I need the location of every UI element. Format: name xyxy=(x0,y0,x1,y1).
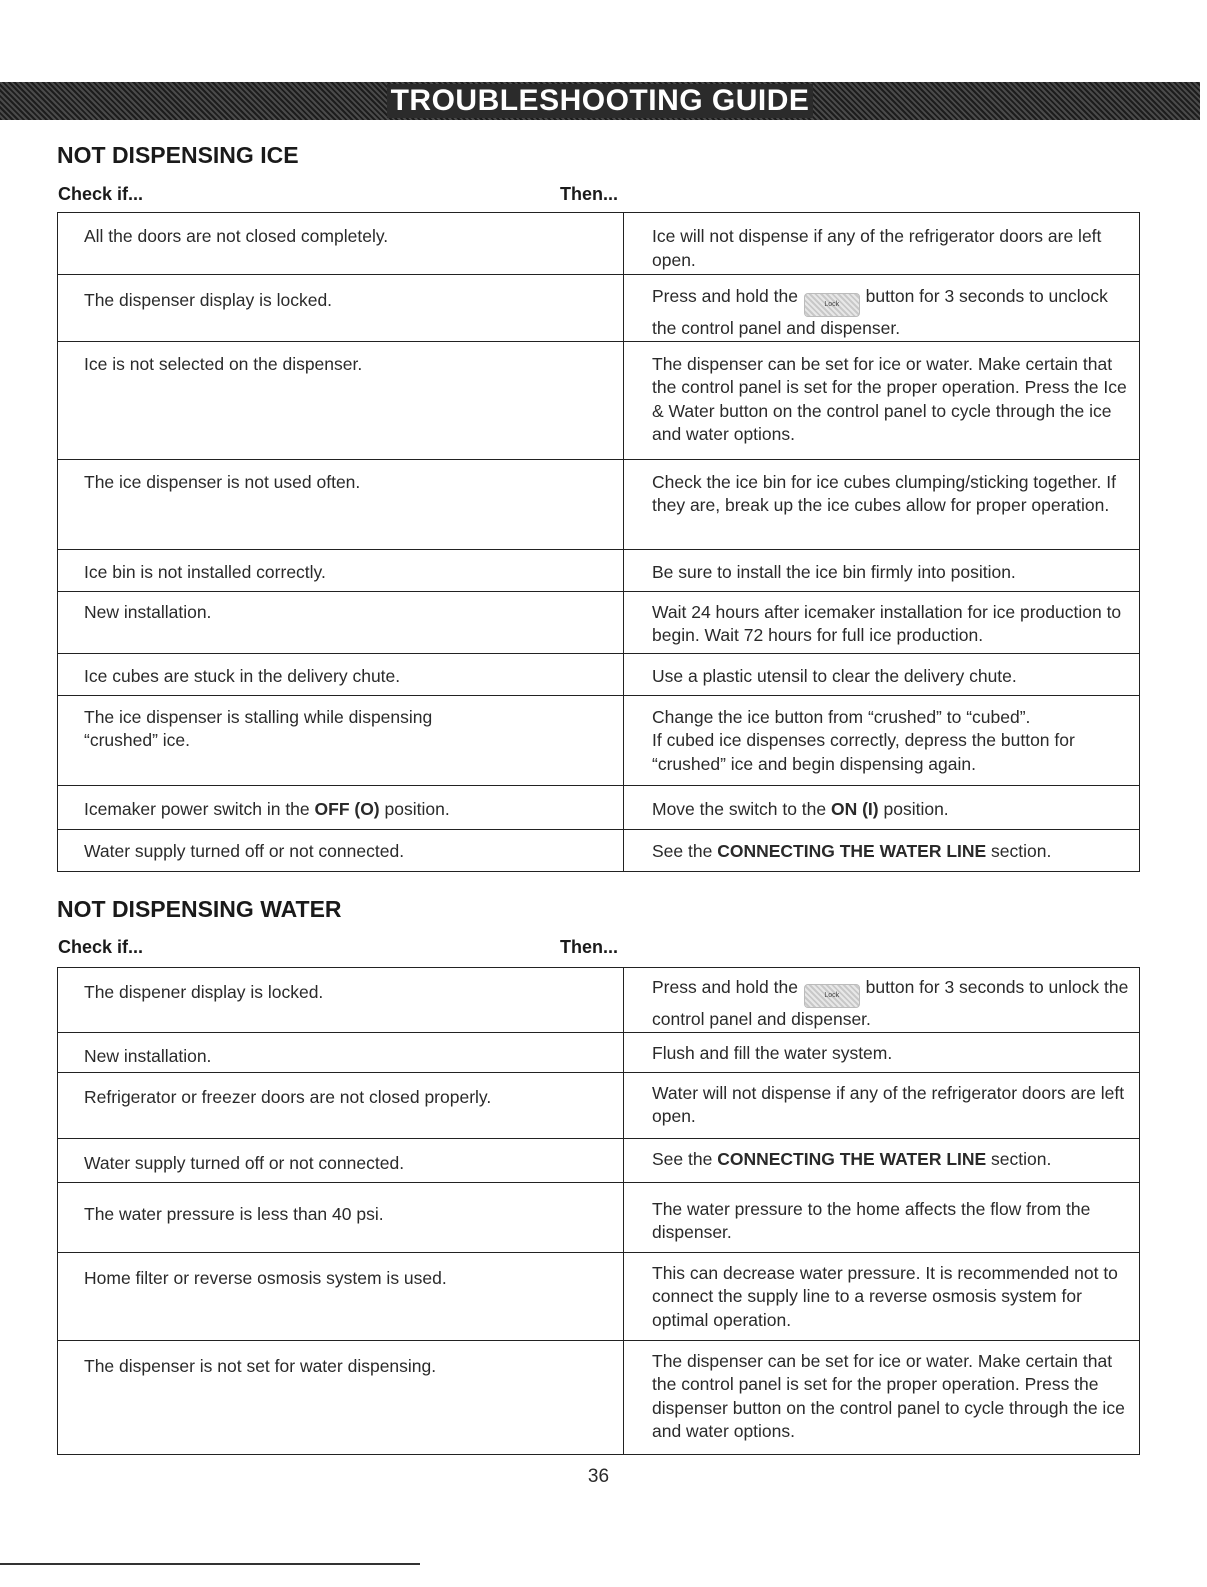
table-row xyxy=(58,785,1140,829)
check-cell: The water pressure is less than 40 psi. xyxy=(58,1182,624,1252)
then-cell: Press and hold the Lock button for 3 seconds to unclock the control panel and dispenser. xyxy=(624,275,1140,342)
then-cell: Press and hold the Lock button for 3 seconds to unlock the control panel and dispenser. xyxy=(624,968,1140,1033)
check-cell: Ice bin is not installed correctly. xyxy=(58,549,624,591)
then-cell: The water pressure to the home affects the flow from the dispenser. xyxy=(624,1182,1140,1252)
check-cell: All the doors are not closed completely. xyxy=(58,213,624,275)
table-row xyxy=(58,1032,1140,1072)
table-row xyxy=(58,1138,1140,1182)
then-heading: Then... xyxy=(560,937,618,957)
check-cell: New installation. xyxy=(58,1032,624,1072)
check-cell: Water supply turned off or not connected. xyxy=(58,829,624,871)
then-cell: Flush and fill the water system. xyxy=(624,1032,1140,1072)
lock-button-icon: Lock xyxy=(804,293,860,317)
footer-rule xyxy=(0,1563,420,1565)
check-cell: Refrigerator or freezer doors are not closed properly. xyxy=(58,1072,624,1138)
then-cell: The dispenser can be set for ice or water. Make certain that the control panel is set for the proper operation. Press the Ice & Water button on the control panel to cycle through the ice and water options. xyxy=(624,341,1140,459)
check-cell: Water supply turned off or not connected. xyxy=(58,1138,624,1182)
then-cell: Change the ice button from “crushed” to “cubed”. If cubed ice dispenses correctly, depress the button for “crushed” ice and begin dispensing again. xyxy=(624,695,1140,785)
table-row xyxy=(58,695,1140,785)
page-number: 36 xyxy=(587,1466,610,1487)
then-cell: See the CONNECTING THE WATER LINE section. xyxy=(624,1138,1140,1182)
table-row xyxy=(58,1072,1140,1138)
then-cell: Ice will not dispense if any of the refrigerator doors are left open. xyxy=(624,213,1140,275)
check-cell: Icemaker power switch in the OFF (O) position. xyxy=(58,785,624,829)
then-cell: Move the switch to the ON (I) position. xyxy=(624,785,1140,829)
check-cell: The ice dispenser is stalling while dispensing “crushed” ice. xyxy=(58,695,624,785)
table-row xyxy=(58,968,1140,1033)
water-troubleshooting-table xyxy=(57,967,1140,1455)
table-row xyxy=(58,213,1140,275)
table-row xyxy=(58,653,1140,695)
ice-troubleshooting-table xyxy=(57,212,1140,872)
check-cell: Ice cubes are stuck in the delivery chute. xyxy=(58,653,624,695)
table-row xyxy=(58,829,1140,871)
check-cell: New installation. xyxy=(58,591,624,653)
check-if-heading: Check if... xyxy=(58,937,144,957)
table-row xyxy=(58,459,1140,549)
then-cell: Wait 24 hours after icemaker installation for ice production to begin. Wait 72 hours for full ice production. xyxy=(624,591,1140,653)
table-row xyxy=(58,341,1140,459)
check-cell: Ice is not selected on the dispenser. xyxy=(58,341,624,459)
then-cell: Water will not dispense if any of the refrigerator doors are left open. xyxy=(624,1072,1140,1138)
table-row xyxy=(58,1252,1140,1340)
then-cell: See the CONNECTING THE WATER LINE section. xyxy=(624,829,1140,871)
then-cell: Be sure to install the ice bin firmly into position. xyxy=(624,549,1140,591)
page-title: TROUBLESHOOTING GUIDE xyxy=(387,84,814,118)
table-row xyxy=(58,1182,1140,1252)
table-row xyxy=(58,591,1140,653)
header-banner xyxy=(0,82,1200,120)
check-if-heading: Check if... xyxy=(58,184,144,204)
check-cell: The dispenser display is locked. xyxy=(58,275,624,342)
table-row xyxy=(58,275,1140,342)
lock-button-icon: Lock xyxy=(804,984,860,1008)
then-cell: Use a plastic utensil to clear the delivery chute. xyxy=(624,653,1140,695)
check-cell: The ice dispenser is not used often. xyxy=(58,459,624,549)
check-cell: Home filter or reverse osmosis system is used. xyxy=(58,1252,624,1340)
check-cell: The dispenser is not set for water dispensing. xyxy=(58,1340,624,1454)
then-cell: This can decrease water pressure. It is recommended not to connect the supply line to a reverse osmosis system for optimal operation. xyxy=(624,1252,1140,1340)
table-row xyxy=(58,549,1140,591)
then-cell: Check the ice bin for ice cubes clumping/sticking together. If they are, break up the ice cubes allow for proper operation. xyxy=(624,459,1140,549)
then-cell: The dispenser can be set for ice or water. Make certain that the control panel is set for the proper operation. Press the dispenser button on the control panel to cycle through the ice and water options. xyxy=(624,1340,1140,1454)
section-title-water: NOT DISPENSING WATER xyxy=(57,896,342,922)
check-cell: The dispener display is locked. xyxy=(58,968,624,1033)
table-row xyxy=(58,1340,1140,1454)
section-title-ice: NOT DISPENSING ICE xyxy=(57,142,299,168)
then-heading: Then... xyxy=(560,184,618,204)
